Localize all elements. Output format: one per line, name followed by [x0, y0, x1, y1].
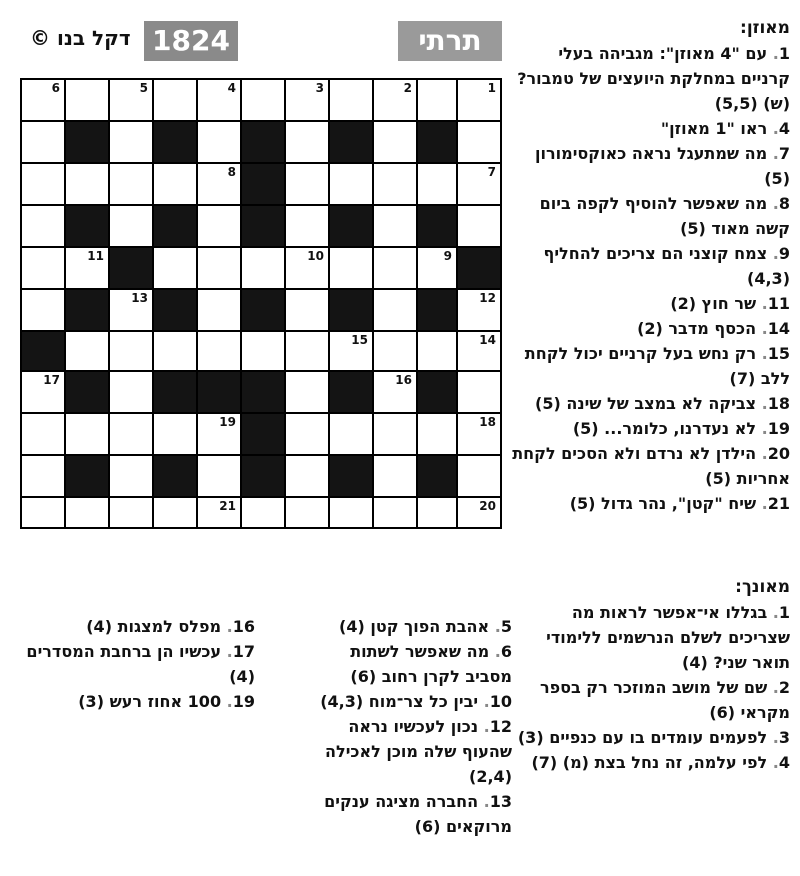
clue-text: שם של מושב המוזכר רק בספר מקראי (6) [539, 678, 790, 722]
clue-number-label: 9 . [773, 244, 790, 263]
black-cell [66, 122, 108, 162]
grid-cell[interactable] [22, 372, 64, 412]
clue-text: לא נעדרנו, כלומר... (5) [572, 419, 757, 438]
clue-text: ראו "1 מאוזן" [660, 119, 768, 138]
clue-number-label: 19 . [227, 692, 255, 711]
clue-item [512, 600, 790, 675]
black-cell [242, 164, 284, 204]
grid-cell[interactable] [458, 164, 500, 204]
grid-cell[interactable] [458, 456, 500, 496]
grid-cell[interactable] [286, 498, 328, 527]
puzzle-title-badge: תרתי [398, 21, 502, 61]
clue-number-label: 10 . [484, 692, 512, 711]
clue-number: 20 [479, 499, 496, 513]
clue-text: הכסף מדבר (2) [637, 319, 757, 338]
grid-cell[interactable] [110, 290, 152, 330]
clue-item [300, 714, 512, 789]
black-cell [66, 206, 108, 246]
grid-cell[interactable] [374, 290, 416, 330]
clue-item [510, 141, 790, 191]
clue-text: 100 אחוז רעש (3) [78, 692, 222, 711]
clue-number: 8 [227, 165, 236, 179]
clue-number: 18 [479, 415, 496, 429]
clue-number-label: 11 . [762, 294, 790, 313]
grid-cell[interactable] [458, 498, 500, 527]
clue-item [512, 750, 790, 775]
clue-number-label: 17 . [227, 642, 255, 661]
clue-number: 16 [395, 373, 412, 387]
grid-cell[interactable] [22, 164, 64, 204]
clue-item [510, 191, 790, 241]
grid-cell[interactable] [374, 456, 416, 496]
black-cell [242, 414, 284, 454]
black-cell [154, 456, 196, 496]
grid-cell[interactable] [286, 414, 328, 454]
clue-number-label: 3 . [773, 728, 790, 747]
grid-cell[interactable] [458, 122, 500, 162]
grid-cell[interactable] [154, 248, 196, 288]
black-cell [418, 206, 456, 246]
clue-number-label: 1 . [773, 44, 790, 63]
clue-number-label: 1 . [773, 603, 790, 622]
author-credit: דקל בנו © [30, 26, 131, 50]
grid-cell[interactable] [330, 248, 372, 288]
down-clues-col2 [300, 614, 512, 839]
clue-text: יבין כל צר־מוח (4,3) [320, 692, 479, 711]
clue-item [20, 639, 255, 689]
grid-cell[interactable] [242, 80, 284, 120]
grid-cell[interactable] [198, 498, 240, 527]
clue-text: מה שאפשר להוסיף לקפה ביום קשה מאוד (5) [539, 194, 790, 238]
clue-text: מפלס למצגות (4) [86, 617, 222, 636]
grid-cell[interactable] [286, 206, 328, 246]
clue-number: 21 [219, 499, 236, 513]
grid-cell[interactable] [66, 164, 108, 204]
grid-cell[interactable] [198, 80, 240, 120]
clue-number-label: 20 . [762, 444, 790, 463]
grid-cell[interactable] [110, 372, 152, 412]
grid-cell[interactable] [110, 414, 152, 454]
grid-cell[interactable] [286, 80, 328, 120]
grid-cell[interactable] [458, 414, 500, 454]
clue-number-label: 18 . [762, 394, 790, 413]
clue-item [510, 491, 790, 516]
clue-number-label: 14 . [762, 319, 790, 338]
clue-item [510, 341, 790, 391]
grid-cell[interactable] [286, 372, 328, 412]
black-cell [242, 372, 284, 412]
black-cell [242, 456, 284, 496]
clue-number-label: 12 . [484, 717, 512, 736]
grid-cell[interactable] [154, 414, 196, 454]
grid-cell[interactable] [66, 80, 108, 120]
clue-item [510, 441, 790, 491]
grid-cell[interactable] [66, 414, 108, 454]
grid-cell[interactable] [242, 498, 284, 527]
grid-cell[interactable] [66, 248, 108, 288]
clue-number-label: 13 . [484, 792, 512, 811]
grid-cell[interactable] [458, 332, 500, 370]
grid-cell[interactable] [110, 332, 152, 370]
grid-cell[interactable] [110, 122, 152, 162]
clue-number-label: 7 . [773, 144, 790, 163]
clue-item [300, 614, 512, 639]
grid-cell[interactable] [22, 290, 64, 330]
grid-cell[interactable] [418, 248, 456, 288]
grid-cell[interactable] [374, 80, 416, 120]
clue-number: 10 [307, 249, 324, 263]
grid-cell[interactable] [418, 164, 456, 204]
grid-cell[interactable] [458, 80, 500, 120]
clue-number-label: 2 . [773, 678, 790, 697]
clue-number-label: 8 . [773, 194, 790, 213]
grid-cell[interactable] [154, 498, 196, 527]
black-cell [154, 290, 196, 330]
across-clues [510, 16, 790, 516]
down-clues-col3 [20, 614, 255, 714]
grid-cell[interactable] [198, 248, 240, 288]
clue-text: עכשיו הן ברחבת המסדרים (4) [26, 642, 255, 686]
grid-cell[interactable] [330, 332, 372, 370]
grid-cell[interactable] [110, 164, 152, 204]
clue-text: רק נחש בעל קרניים יכול לקחת ללב (7) [524, 344, 790, 388]
black-cell [66, 372, 108, 412]
clue-item [510, 116, 790, 141]
clue-text: מה שאפשר לשתות מסביב לקרן רחוב (6) [350, 642, 512, 686]
clue-text: בגללו אי־אפשר לראות מה שצריכים לשלם הנרשמים ללימודי תואר שני? (4) [546, 603, 790, 672]
grid-cell[interactable] [286, 164, 328, 204]
grid-cell[interactable] [198, 206, 240, 246]
grid-cell[interactable] [198, 164, 240, 204]
clue-item [510, 416, 790, 441]
grid-cell[interactable] [286, 122, 328, 162]
grid-cell[interactable] [22, 248, 64, 288]
grid-cell[interactable] [418, 80, 456, 120]
clue-text: עם "4 מאוזן": מגביהה בעלי קרניים במחלקת היועצים של טמבור? (ש) (5,5) [517, 44, 790, 113]
clue-item [510, 241, 790, 291]
grid-cell[interactable] [154, 164, 196, 204]
black-cell [242, 122, 284, 162]
black-cell [418, 122, 456, 162]
clue-text: לפעמים עומדים בו עם כנפיים (3) [517, 728, 768, 747]
grid-cell[interactable] [110, 206, 152, 246]
black-cell [330, 372, 372, 412]
clue-number-label: 4 . [773, 753, 790, 772]
clue-number: 2 [403, 81, 412, 95]
across-heading: מאוזן: [740, 18, 790, 38]
clue-number: 7 [487, 165, 496, 179]
grid-cell[interactable] [418, 414, 456, 454]
black-cell [66, 290, 108, 330]
grid-cell[interactable] [198, 122, 240, 162]
clue-text: הילדן לא נרדם ולא הסכים לקחת אחריות (5) [512, 444, 790, 488]
grid-cell[interactable] [418, 332, 456, 370]
clue-number: 12 [479, 291, 496, 305]
clue-number: 14 [479, 333, 496, 347]
black-cell [154, 206, 196, 246]
clue-item [20, 614, 255, 639]
black-cell [418, 456, 456, 496]
clue-text: שר חוץ (2) [670, 294, 757, 313]
clue-number-label: 19 . [762, 419, 790, 438]
black-cell [242, 206, 284, 246]
grid-cell[interactable] [330, 498, 372, 527]
grid-cell[interactable] [22, 414, 64, 454]
grid-cell[interactable] [22, 206, 64, 246]
clue-item [510, 391, 790, 416]
grid-cell[interactable] [286, 248, 328, 288]
clue-number: 15 [351, 333, 368, 347]
grid-cell[interactable] [330, 414, 372, 454]
clue-number: 11 [87, 249, 104, 263]
clue-text: צמח קוצני הם צריכים להחליף (4,3) [543, 244, 790, 288]
black-cell [242, 290, 284, 330]
grid-cell[interactable] [66, 498, 108, 527]
grid-cell[interactable] [22, 456, 64, 496]
clue-number-label: 5 . [495, 617, 512, 636]
clue-item [300, 639, 512, 689]
grid-cell[interactable] [374, 414, 416, 454]
clue-number-label: 4 . [773, 119, 790, 138]
grid-cell[interactable] [66, 332, 108, 370]
black-cell [330, 290, 372, 330]
black-cell [330, 456, 372, 496]
grid-cell[interactable] [458, 290, 500, 330]
down-clues-col1 [512, 575, 790, 775]
black-cell [22, 332, 64, 370]
black-cell [110, 248, 152, 288]
grid-cell[interactable] [374, 248, 416, 288]
grid-cell[interactable] [110, 498, 152, 527]
grid-cell[interactable] [286, 332, 328, 370]
grid-cell[interactable] [110, 80, 152, 120]
grid-cell[interactable] [22, 122, 64, 162]
clue-item [512, 725, 790, 750]
grid-cell[interactable] [242, 248, 284, 288]
clue-number-label: 6 . [495, 642, 512, 661]
clue-item [512, 675, 790, 725]
clue-item [20, 689, 255, 714]
clue-number: 17 [43, 373, 60, 387]
grid-cell[interactable] [198, 290, 240, 330]
clue-text: החברה מציגה ענקים מרוקאים (6) [324, 792, 512, 836]
clue-item [510, 316, 790, 341]
black-cell [330, 122, 372, 162]
clue-number-label: 21 . [762, 494, 790, 513]
clue-item [300, 789, 512, 839]
black-cell [458, 248, 500, 288]
black-cell [330, 206, 372, 246]
grid-cell[interactable] [154, 332, 196, 370]
black-cell [154, 372, 196, 412]
grid-cell[interactable] [458, 372, 500, 412]
clue-text: שיח "קטן", נהר גדול (5) [569, 494, 757, 513]
clue-number: 3 [315, 81, 324, 95]
grid-cell[interactable] [330, 80, 372, 120]
clue-number: 1 [487, 81, 496, 95]
grid-cell[interactable] [374, 498, 416, 527]
black-cell [154, 122, 196, 162]
grid-cell[interactable] [242, 332, 284, 370]
puzzle-number-badge: 1824 [144, 21, 238, 61]
grid-cell[interactable] [286, 456, 328, 496]
grid-cell[interactable] [374, 122, 416, 162]
grid-cell[interactable] [374, 372, 416, 412]
grid-cell[interactable] [330, 164, 372, 204]
clue-item [300, 689, 512, 714]
black-cell [418, 290, 456, 330]
clue-number: 4 [227, 81, 236, 95]
black-cell [418, 372, 456, 412]
clue-text: אהבת הפוך קטן (4) [339, 617, 490, 636]
black-cell [66, 456, 108, 496]
grid-cell[interactable] [418, 498, 456, 527]
clue-number-label: 16 . [227, 617, 255, 636]
grid-cell[interactable] [458, 206, 500, 246]
grid-cell[interactable] [22, 80, 64, 120]
grid-cell[interactable] [374, 332, 416, 370]
grid-cell[interactable] [198, 414, 240, 454]
clue-number: 9 [443, 249, 452, 263]
grid-cell[interactable] [154, 80, 196, 120]
clue-text: מה שמתעגל נראה כאוקסימורון (5) [535, 144, 790, 188]
grid-cell[interactable] [22, 498, 64, 527]
crossword-grid [20, 78, 502, 529]
clue-number: 13 [131, 291, 148, 305]
clue-text: נכון לעכשיו נראה שהעוף שלה מוכן לאכילה (2,4) [325, 717, 512, 786]
clue-item [510, 291, 790, 316]
clue-text: צביקה לא במצב של שינה (5) [535, 394, 757, 413]
clue-item [510, 41, 790, 116]
grid-cell[interactable] [198, 332, 240, 370]
clue-number: 5 [139, 81, 148, 95]
clue-number: 6 [51, 81, 60, 95]
grid-cell[interactable] [374, 206, 416, 246]
grid-cell[interactable] [374, 164, 416, 204]
black-cell [198, 372, 240, 412]
grid-cell[interactable] [110, 456, 152, 496]
grid-cell[interactable] [286, 290, 328, 330]
clue-number: 19 [219, 415, 236, 429]
clue-number-label: 15 . [762, 344, 790, 363]
down-heading: מאונך: [735, 577, 790, 597]
grid-cell[interactable] [198, 456, 240, 496]
clue-text: לפי עלמה, זה נחל בצת (מ) (7) [531, 753, 768, 772]
